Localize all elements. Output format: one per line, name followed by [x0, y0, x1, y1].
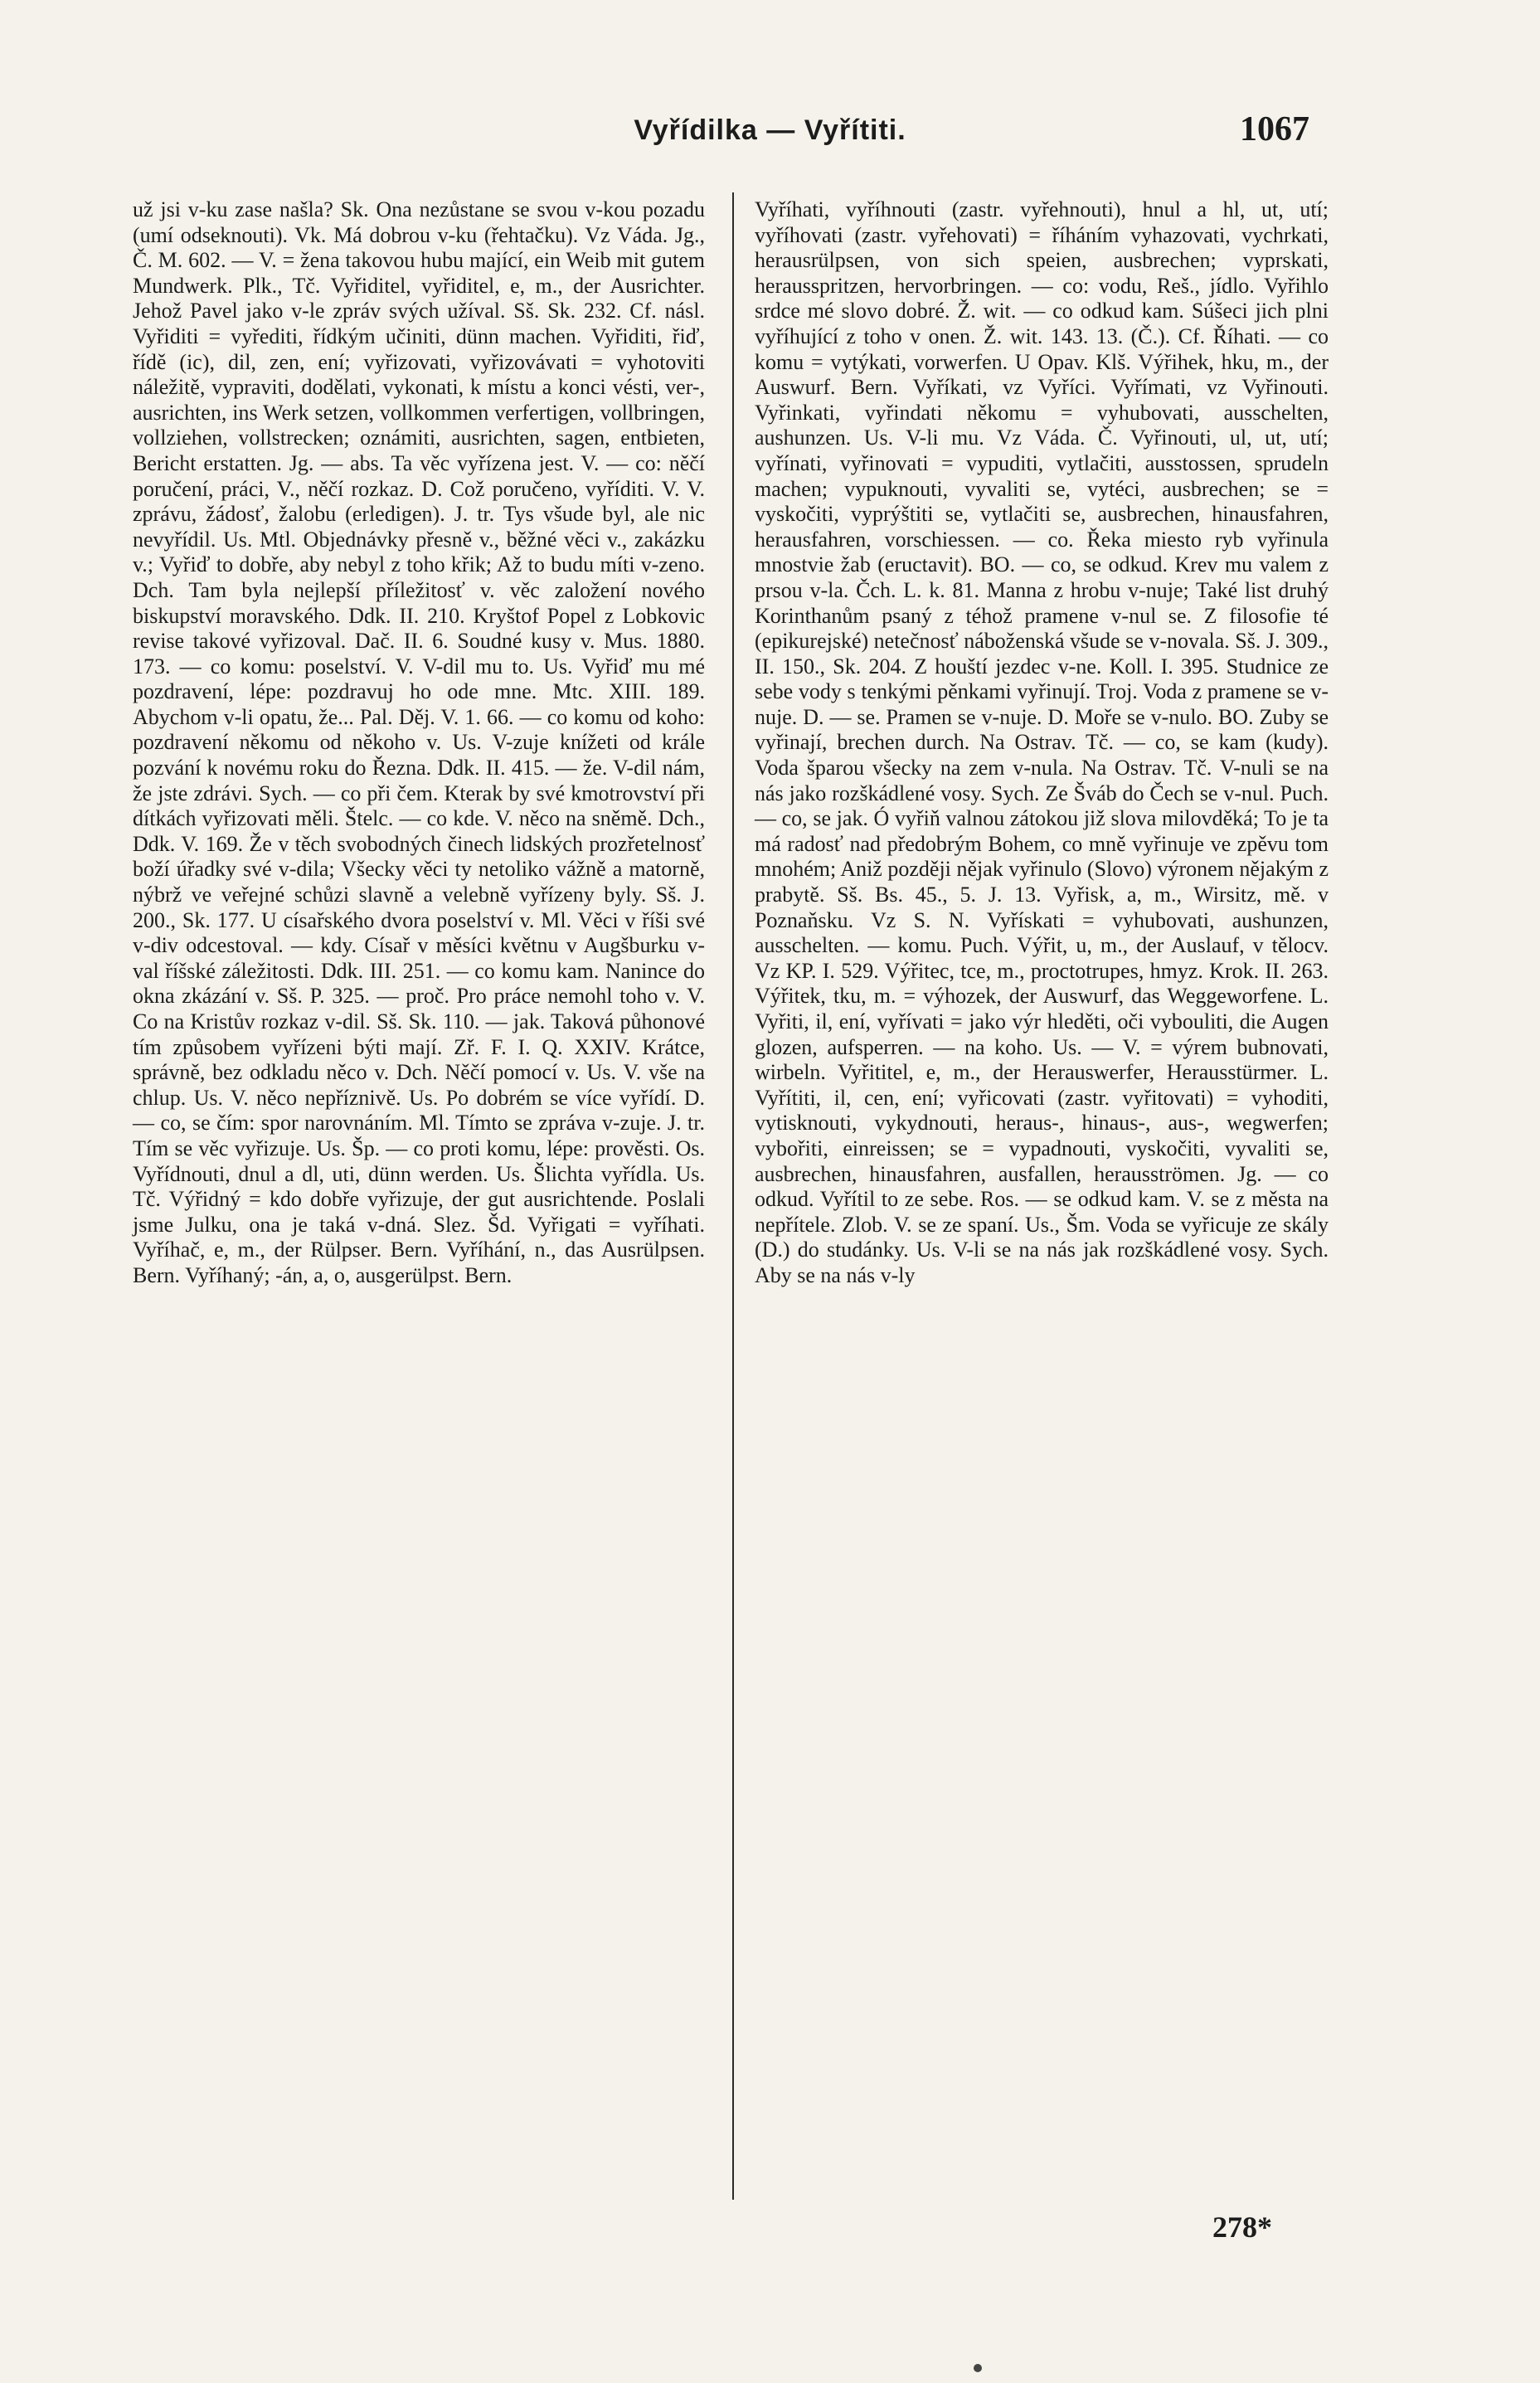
signature-mark: 278* — [1212, 2210, 1272, 2244]
page-speck — [974, 2364, 982, 2372]
column-rule — [732, 192, 734, 2200]
page-number: 1067 — [1240, 110, 1309, 148]
right-column-text: Vyříhati, vyříhnouti (zastr. vyřehnouti), hnul a hl, ut, utí; vyříhovati (zastr. vyřehovati) = říháním vyhazovati, vychrkati, herausrülpsen, von sich speien, ausbrechen; vyprskati, herausspritzen, hervorbringen. — co: vodu, Reš., jídlo. Vyřihlo srdce mé slovo dobré. Ž. wit. — co odkud kam. Súšeci jich plni vyříhující z toho v onen. Ž. wit. 143. 13. (Č.). Cf. Říhati. — co komu = vytýkati, vorwerfen. U Opav. Klš. Výřihek, hku, m., der Auswurf. Bern. Vyříkati, vz Vyříci. Vyřímati, vz Vyřinouti. Vyřinkati, vyřindati někomu = vyhubovati, ausschelten, aushunzen. Us. V-li mu. Vz Váda. Č. Vyřinouti, ul, ut, utí; vyřínati, vyřinovati = vypuditi, vytlačiti, ausstossen, sprudeln machen; vypuknouti, vyvaliti se, vytéci, ausbrechen; se = vyskočiti, vyprýštiti se, vytlačiti se, ausbrechen, hinausfahren, herausfahren, vorschiessen. — co. Řeka miesto ryb vyřinula mnostvie žab (eructavit). BO. — co, se odkud. Krev mu valem z prsou v-la. Čch. L. k. 81. Manna z hrobu v-nuje; Také list druhý Korinthanům psaný z téhož pramene v-nul se. Z filosofie té (epikurejské) netečnosť náboženská všude se v-novala. Sš. J. 309., II. 150., Sk. 204. Z houští jezdec v-ne. Koll. I. 395. Studnice ze sebe vody s tenkými pěnkami vyřinují. Troj. Voda z pramene se v-nuje. D. — se. Pramen se v-nuje. D. Moře se v-nulo. BO. Zuby se vyřinají, brechen durch. Na Ostrav. Tč. — co, se kam (kudy). Voda šparou všecky na zem v-nula. Na Ostrav. Tč. V-nuli se na nás jako rozškádlené vosy. Sych. Ze Šváb do Čech se v-nul. Puch. — co, se jak. Ó vyřiň valnou zátokou již slova milovděká; To je ta má radosť nad předobrým Bohem, co mně vyřinuje ve zpěvu tom mnohém; Aniž později nějak vyřinulo (Slovo) výronem nějakým z prabytě. Sš. Bs. 45., 5. J. 13. Vyřisk, a, m., Wirsitz, mě. v Poznaňsku. Vz S. N. Vyřískati = vyhubovati, aushunzen, ausschelten. — komu. Puch. Výřit, u, m., der Auslauf, v tělocv. Vz KP. I. 529. Výřitec, tce, m., proctotrupes, hmyz. Krok. II. 263. Výřitek, tku, m. = výhozek, der Auswurf, das Weggeworfene. L. Vyřiti, il, ení, vyřívati = jako výr hleděti, oči vybouliti, die Augen glozen, aufsperren. — na koho. Us. — V. = výrem bubnovati, wirbeln. Vyřititel, e, m., der Herauswerfer, Herausstürmer. L. Vyřítiti, il, cen, ení; vyřicovati (zastr. vyřitovati) = vyhoditi, vytisknouti, vykydnouti, heraus-, hinaus-, aus-, wegwerfen; vybořiti, einreissen; se = vypadnouti, vyskočiti, vyvaliti se, ausbrechen, hinausfahren, ausfallen, herausströmen. Jg. — co odkud. Vyřítil to ze sebe. Ros. — se odkud kam. V. se z města na nepřítele. Zlob. V. se ze spaní. Us., Šm. Voda se vyřicuje ze skály (D.) do studánky. Us. V-li se na nás jak rozškádlené vosy. Sych. Aby se na nás v-ly — [755, 197, 1329, 1287]
right-column — [755, 197, 1329, 1289]
running-head-title: Vyřídilka — Vyřítiti. — [634, 114, 906, 146]
running-head — [0, 109, 1540, 159]
left-column-text: už jsi v-ku zase našla? Sk. Ona nezůstane se svou v-kou pozadu (umí odseknouti). Vk. Má dobrou v-ku (řehtačku). Vz Váda. Jg., Č. M. 602. — V. = žena takovou hubu mající, ein Weib mit gutem Mundwerk. Plk., Tč. Vyřiditel, vyřiditel, e, m., der Ausrichter. Jehož Pavel jako v-le zpráv svých užíval. Sš. Sk. 232. Cf. násl. Vyřiditi = vyřediti, řídkým učiniti, dünn machen. Vyřiditi, řiď, řídě (ic), dil, zen, ení; vyřizovati, vyřizovávati = vyhotoviti náležitě, vypraviti, dodělati, vykonati, k místu a konci vésti, ver-, ausrichten, ins Werk setzen, vollkommen verfertigen, vollbringen, vollziehen, vollstrecken; oznámiti, ausrichten, sagen, entbieten, Bericht erstatten. Jg. — abs. Ta věc vyřízena jest. V. — co: něčí poručení, práci, V., něčí rozkaz. D. Což poručeno, vyříditi. V. V. zprávu, žádosť, žalobu (erledigen). J. tr. Tys všude byl, ale nic nevyřídil. Us. Mtl. Objednávky přesně v., běžné věci v., zakázku v.; Vyřiď to dobře, aby nebyl z toho křik; Až to budu míti v-zeno. Dch. Tam byla nejlepší příležitosť v. věc založení nového biskupství moravského. Ddk. II. 210. Kryštof Popel z Lobkovic revise takové vyřizoval. Dač. II. 6. Soudné kusy v. Mus. 1880. 173. — co komu: poselství. V. V-dil mu to. Us. Vyřiď mu mé pozdravení, lépe: pozdravuj ho ode mne. Mtc. XIII. 189. Abychom v-li opatu, že... Pal. Děj. V. 1. 66. — co komu od koho: pozdravení někomu od někoho v. Us. V-zuje knížeti od krále pozvání k novému roku do Řezna. Ddk. II. 415. — že. V-dil nám, že jste zdrávi. Sych. — co při čem. Kterak by své kmotrovství při dítkách vyřizovati měli. Štelc. — co kde. V. něco na sněmě. Dch., Ddk. V. 169. Že v těch svobodných činech lidských prozřetelnosť boží úřadky své v-dila; Všecky věci ty netoliko vážně a matorně, nýbrž ve veřejné schůzi slavně a velebně vyřízeny byly. Sš. J. 200., Sk. 177. U císařského dvora poselství v. Ml. Věci v říši své v-div odcestoval. — kdy. Císař v měsíci květnu v Augšburku v-val říšské záležitosti. Ddk. III. 251. — co komu kam. Nanince do okna zkázání v. Sš. P. 325. — proč. Pro práce nemohl toho v. V. Co na Kristův rozkaz v-dil. Sš. Sk. 110. — jak. Taková půhonové tím způsobem vyřízeni býti mají. Zř. F. I. Q. XXIV. Krátce, správně, bez odkladu něco v. Dch. Něčí pomocí v. Us. V. vše na chlup. Us. V. něco nepříznivě. Us. Po dobrém se více vyřídí. D. — co, se čím: spor narovnáním. Ml. Tímto se zpráva v-zuje. J. tr. Tím se věc vyřizuje. Us. Šp. — co proti komu, lépe: prověsti. Os. Vyřídnouti, dnul a dl, uti, dünn werden. Us. Šlichta vyřídla. Us. Tč. Výřidný = kdo dobře vyřizuje, der gut ausrichtende. Poslali jsme Julku, ona je taká v-dná. Slez. Šd. Vyřigati = vyříhati. Vyříhač, e, m., der Rülpser. Bern. Vyříhání, n., das Ausrülpsen. Bern. Vyříhaný; -án, a, o, ausgerülpst. Bern. — [133, 197, 705, 1287]
left-column — [133, 197, 705, 1289]
